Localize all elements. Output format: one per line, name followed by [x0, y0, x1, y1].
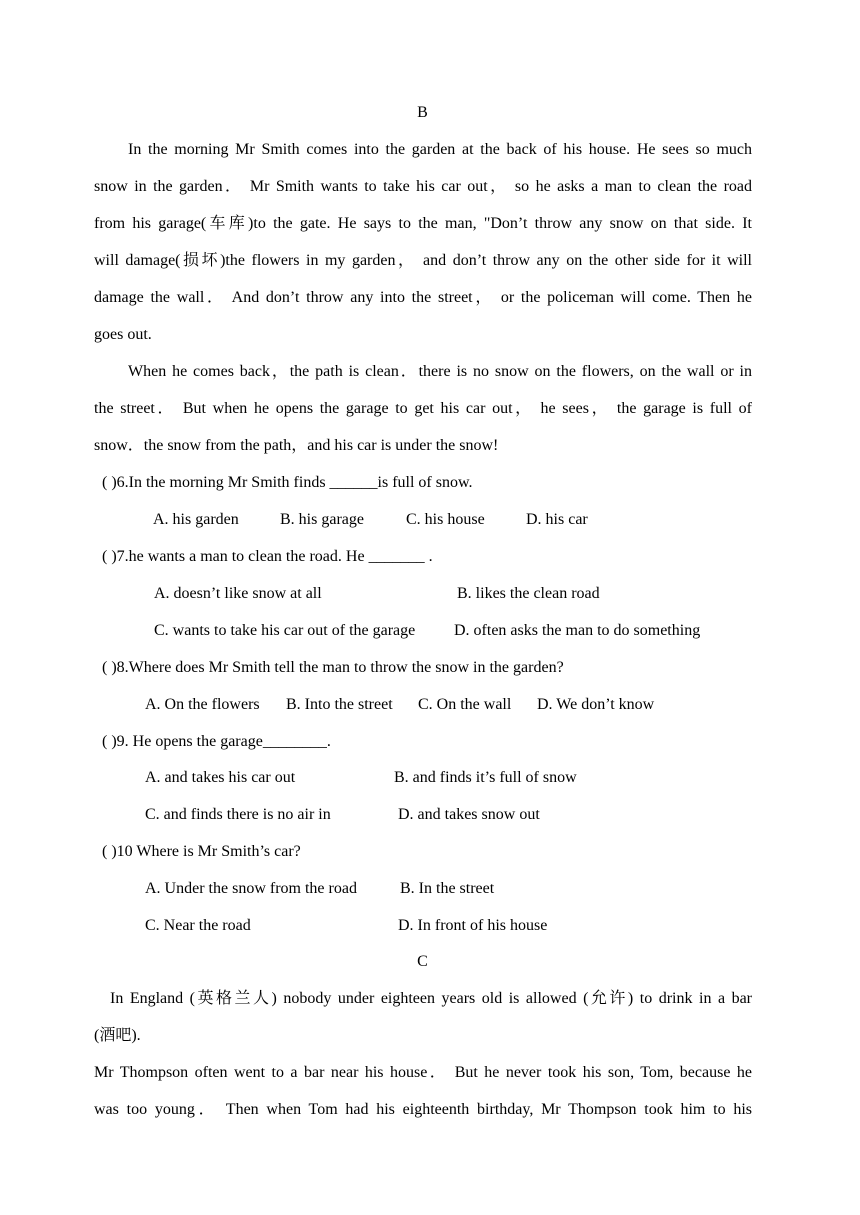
question-10-stem: ( )10 Where is Mr Smith’s car? [102, 843, 301, 860]
question-10-option-b: B. In the street [400, 880, 495, 897]
question-7-option-b: B. likes the clean road [457, 585, 600, 602]
passage-c-line-4: was too young． Then when Tom had his eighteenth birthday, Mr Thompson took him to his [94, 1101, 752, 1118]
question-9-option-a: A. and takes his car out [145, 769, 296, 786]
question-7-option-d: D. often asks the man to do something [454, 622, 701, 639]
section-b-heading: B [417, 104, 428, 121]
passage-b-line-3: from his garage(车库)to the gate. He says to the man, "Don’t throw any snow on that side. It [94, 215, 752, 232]
question-6-option-b: B. his garage [280, 511, 364, 528]
question-6-option-a: A. his garden [153, 511, 239, 528]
question-7-stem: ( )7.he wants a man to clean the road. He _______ . [102, 548, 433, 565]
section-c-heading: C [417, 953, 428, 970]
passage-b-line-4: will damage(损坏)the flowers in my garden， and don’t throw any on the other side for it will [94, 252, 752, 269]
passage-b-line-9: snow．the snow from the path，and his car is under the snow! [94, 437, 499, 454]
question-9-option-b: B. and finds it’s full of snow [394, 769, 577, 786]
passage-b-line-8: the street． But when he opens the garage to get his car out， he sees， the garage is full of [94, 400, 752, 417]
question-10-option-c: C. Near the road [145, 917, 251, 934]
question-9-option-c: C. and finds there is no air in [145, 806, 331, 823]
passage-b-line-5: damage the wall． And don’t throw any into the street， or the policeman will come. Then he [94, 289, 752, 306]
passage-b-line-2: snow in the garden． Mr Smith wants to take his car out， so he asks a man to clean the road [94, 178, 752, 195]
question-6-option-c: C. his house [406, 511, 485, 528]
passage-b-line-1: In the morning Mr Smith comes into the garden at the back of his house. He sees so much [128, 141, 752, 158]
question-8-option-c: C. On the wall [418, 696, 512, 713]
question-10-option-a: A. Under the snow from the road [145, 880, 357, 897]
passage-b-line-7: When he comes back，the path is clean．there is no snow on the flowers, on the wall or in [128, 363, 752, 380]
passage-c-line-1: In England (英格兰人) nobody under eighteen years old is allowed (允许) to drink in a bar [110, 990, 752, 1007]
question-7-option-c: C. wants to take his car out of the garage [154, 622, 416, 639]
question-9-stem: ( )9. He opens the garage________. [102, 733, 331, 750]
question-8-option-a: A. On the flowers [145, 696, 260, 713]
question-6-stem: ( )6.In the morning Mr Smith finds ______is full of snow. [102, 474, 473, 491]
passage-c-line-3: Mr Thompson often went to a bar near his house． But he never took his son, Tom, because he [94, 1064, 752, 1081]
question-10-option-d: D. In front of his house [398, 917, 548, 934]
question-8-stem: ( )8.Where does Mr Smith tell the man to throw the snow in the garden? [102, 659, 564, 676]
question-9-option-d: D. and takes snow out [398, 806, 540, 823]
question-8-option-d: D. We don’t know [537, 696, 655, 713]
passage-c-line-2: (酒吧). [94, 1027, 141, 1044]
passage-b-line-6: goes out. [94, 326, 152, 343]
question-8-option-b: B. Into the street [286, 696, 393, 713]
question-6-option-d: D. his car [526, 511, 588, 528]
question-7-option-a: A. doesn’t like snow at all [154, 585, 322, 602]
